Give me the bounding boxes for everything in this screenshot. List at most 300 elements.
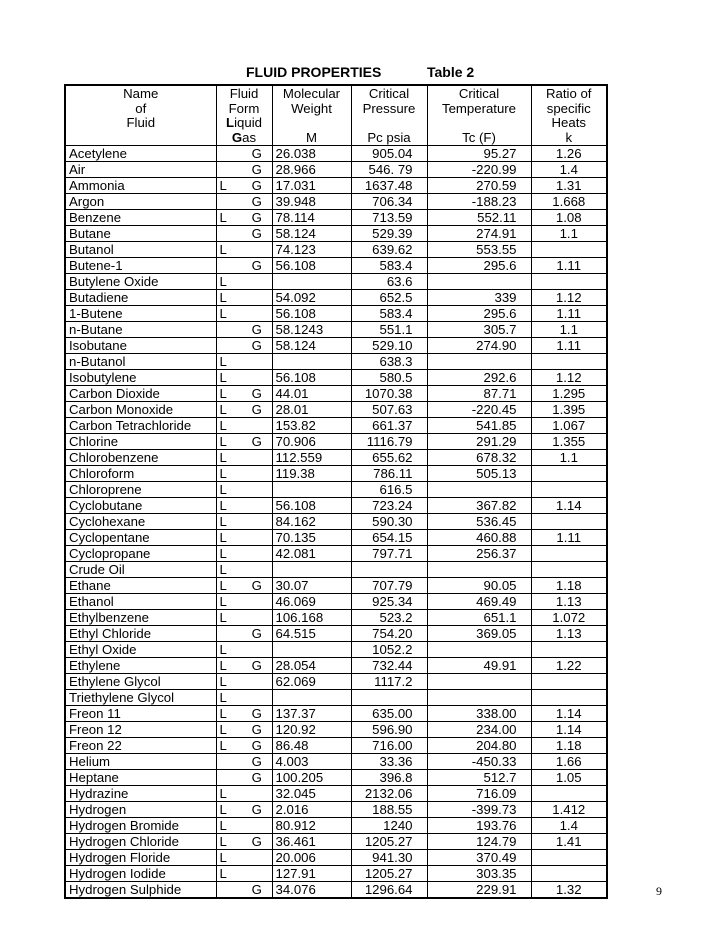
table-row — [65, 834, 607, 850]
cell-critical-temperature — [427, 274, 531, 290]
cell-specific-heat-ratio — [531, 514, 607, 530]
cell-specific-heat-ratio: 1.32 — [531, 882, 607, 899]
cell-critical-temperature: 87.71 — [427, 386, 531, 402]
cell-molecular-weight: 112.559 — [272, 450, 351, 466]
cell-critical-pressure: 523.2 — [351, 610, 427, 626]
cell-liquid — [216, 162, 242, 178]
cell-specific-heat-ratio — [531, 674, 607, 690]
cell-critical-temperature — [427, 674, 531, 690]
cell-critical-pressure: 797.71 — [351, 546, 427, 562]
cell-gas: G — [242, 578, 272, 594]
cell-liquid: L — [216, 578, 242, 594]
table-row — [65, 370, 607, 386]
table-row — [65, 786, 607, 802]
cell-specific-heat-ratio: 1.395 — [531, 402, 607, 418]
cell-molecular-weight: 86.48 — [272, 738, 351, 754]
table-row — [65, 610, 607, 626]
cell-molecular-weight: 78.114 — [272, 210, 351, 226]
table-row — [65, 306, 607, 322]
cell-critical-pressure: 655.62 — [351, 450, 427, 466]
cell-gas — [242, 450, 272, 466]
table-row — [65, 146, 607, 162]
cell-critical-temperature: 204.80 — [427, 738, 531, 754]
cell-molecular-weight — [272, 562, 351, 578]
cell-gas — [242, 850, 272, 866]
table-row — [65, 418, 607, 434]
cell-critical-temperature: 460.88 — [427, 530, 531, 546]
cell-name: Acetylene — [65, 146, 216, 162]
cell-liquid: L — [216, 786, 242, 802]
table-row — [65, 754, 607, 770]
table-row — [65, 194, 607, 210]
cell-name: Butanol — [65, 242, 216, 258]
cell-specific-heat-ratio — [531, 850, 607, 866]
cell-name: Hydrogen Chloride — [65, 834, 216, 850]
cell-molecular-weight: 56.108 — [272, 370, 351, 386]
cell-critical-temperature: -220.45 — [427, 402, 531, 418]
table-row — [65, 178, 607, 194]
cell-liquid: L — [216, 610, 242, 626]
cell-gas: G — [242, 226, 272, 242]
cell-liquid: L — [216, 466, 242, 482]
cell-molecular-weight: 84.162 — [272, 514, 351, 530]
cell-critical-temperature: 295.6 — [427, 258, 531, 274]
cell-name: Butylene Oxide — [65, 274, 216, 290]
cell-gas: G — [242, 258, 272, 274]
cell-name: Chloroform — [65, 466, 216, 482]
cell-critical-temperature: 536.45 — [427, 514, 531, 530]
cell-gas: G — [242, 146, 272, 162]
cell-critical-pressure: 590.30 — [351, 514, 427, 530]
table-row — [65, 274, 607, 290]
table-row — [65, 290, 607, 306]
table-row — [65, 658, 607, 674]
cell-liquid — [216, 626, 242, 642]
cell-specific-heat-ratio: 1.14 — [531, 498, 607, 514]
cell-specific-heat-ratio: 1.41 — [531, 834, 607, 850]
cell-gas: G — [242, 770, 272, 786]
cell-critical-temperature: 370.49 — [427, 850, 531, 866]
cell-critical-temperature: 505.13 — [427, 466, 531, 482]
cell-critical-pressure: 63.6 — [351, 274, 427, 290]
cell-specific-heat-ratio: 1.05 — [531, 770, 607, 786]
cell-name: Cyclohexane — [65, 514, 216, 530]
cell-gas: G — [242, 722, 272, 738]
cell-critical-pressure: 551.1 — [351, 322, 427, 338]
cell-specific-heat-ratio: 1.31 — [531, 178, 607, 194]
cell-specific-heat-ratio: 1.11 — [531, 530, 607, 546]
cell-gas — [242, 370, 272, 386]
cell-molecular-weight: 56.108 — [272, 498, 351, 514]
cell-specific-heat-ratio: 1.412 — [531, 802, 607, 818]
table-row — [65, 402, 607, 418]
cell-molecular-weight: 36.461 — [272, 834, 351, 850]
cell-name: Helium — [65, 754, 216, 770]
cell-gas — [242, 466, 272, 482]
cell-molecular-weight: 28.01 — [272, 402, 351, 418]
cell-critical-temperature: 678.32 — [427, 450, 531, 466]
cell-name: Benzene — [65, 210, 216, 226]
cell-critical-pressure: 1117.2 — [351, 674, 427, 690]
cell-specific-heat-ratio: 1.067 — [531, 418, 607, 434]
cell-critical-temperature: 367.82 — [427, 498, 531, 514]
cell-gas — [242, 242, 272, 258]
cell-molecular-weight: 34.076 — [272, 882, 351, 899]
cell-liquid: L — [216, 482, 242, 498]
cell-gas: G — [242, 802, 272, 818]
cell-liquid: L — [216, 418, 242, 434]
cell-specific-heat-ratio: 1.18 — [531, 578, 607, 594]
cell-liquid — [216, 194, 242, 210]
cell-molecular-weight: 28.054 — [272, 658, 351, 674]
cell-gas: G — [242, 738, 272, 754]
cell-specific-heat-ratio — [531, 274, 607, 290]
cell-gas: G — [242, 626, 272, 642]
table-row — [65, 258, 607, 274]
cell-molecular-weight: 44.01 — [272, 386, 351, 402]
cell-name: Freon 22 — [65, 738, 216, 754]
table-row — [65, 770, 607, 786]
cell-critical-pressure: 1205.27 — [351, 866, 427, 882]
cell-molecular-weight: 127.91 — [272, 866, 351, 882]
cell-critical-pressure: 1240 — [351, 818, 427, 834]
cell-specific-heat-ratio: 1.11 — [531, 306, 607, 322]
cell-name: Cyclobutane — [65, 498, 216, 514]
cell-name: Carbon Dioxide — [65, 386, 216, 402]
cell-name: Carbon Monoxide — [65, 402, 216, 418]
cell-molecular-weight — [272, 354, 351, 370]
cell-specific-heat-ratio: 1.072 — [531, 610, 607, 626]
cell-critical-temperature — [427, 354, 531, 370]
cell-name: Butene-1 — [65, 258, 216, 274]
cell-molecular-weight: 106.168 — [272, 610, 351, 626]
cell-specific-heat-ratio: 1.4 — [531, 818, 607, 834]
cell-critical-temperature: 291.29 — [427, 434, 531, 450]
cell-gas: G — [242, 194, 272, 210]
cell-molecular-weight: 58.124 — [272, 226, 351, 242]
cell-gas: G — [242, 162, 272, 178]
header-critical-pressure: Critical Pressure Pc psia — [351, 85, 427, 146]
cell-molecular-weight: 30.07 — [272, 578, 351, 594]
cell-liquid: L — [216, 514, 242, 530]
table-row — [65, 562, 607, 578]
cell-name: Triethylene Glycol — [65, 690, 216, 706]
cell-critical-pressure: 925.34 — [351, 594, 427, 610]
cell-specific-heat-ratio: 1.13 — [531, 626, 607, 642]
cell-name: Carbon Tetrachloride — [65, 418, 216, 434]
header-form: Fluid Form Liquid Gas — [216, 85, 272, 146]
cell-critical-pressure: 2132.06 — [351, 786, 427, 802]
cell-critical-temperature: 716.09 — [427, 786, 531, 802]
cell-molecular-weight: 2.016 — [272, 802, 351, 818]
cell-name: 1-Butene — [65, 306, 216, 322]
cell-critical-pressure: 1637.48 — [351, 178, 427, 194]
cell-name: Hydrogen Sulphide — [65, 882, 216, 899]
cell-critical-pressure: 580.5 — [351, 370, 427, 386]
cell-name: Ethyl Oxide — [65, 642, 216, 658]
cell-critical-temperature: -450.33 — [427, 754, 531, 770]
cell-liquid — [216, 258, 242, 274]
cell-liquid: L — [216, 274, 242, 290]
cell-gas — [242, 674, 272, 690]
cell-gas — [242, 498, 272, 514]
cell-critical-pressure: 33.36 — [351, 754, 427, 770]
cell-molecular-weight: 42.081 — [272, 546, 351, 562]
cell-critical-pressure: 596.90 — [351, 722, 427, 738]
cell-critical-pressure: 1070.38 — [351, 386, 427, 402]
cell-liquid: L — [216, 562, 242, 578]
cell-specific-heat-ratio: 1.22 — [531, 658, 607, 674]
table-row — [65, 546, 607, 562]
table-row — [65, 530, 607, 546]
cell-name: Butane — [65, 226, 216, 242]
cell-gas — [242, 594, 272, 610]
cell-name: Hydrazine — [65, 786, 216, 802]
cell-molecular-weight: 20.006 — [272, 850, 351, 866]
cell-molecular-weight: 70.135 — [272, 530, 351, 546]
table-row — [65, 882, 607, 899]
cell-critical-temperature: 270.59 — [427, 178, 531, 194]
cell-critical-pressure: 635.00 — [351, 706, 427, 722]
cell-liquid: L — [216, 642, 242, 658]
cell-liquid: L — [216, 178, 242, 194]
cell-name: Freon 11 — [65, 706, 216, 722]
table-row — [65, 242, 607, 258]
table-row — [65, 466, 607, 482]
cell-critical-temperature: 234.00 — [427, 722, 531, 738]
cell-liquid: L — [216, 242, 242, 258]
cell-molecular-weight: 70.906 — [272, 434, 351, 450]
cell-critical-pressure: 652.5 — [351, 290, 427, 306]
table-row — [65, 674, 607, 690]
cell-critical-temperature: 95.27 — [427, 146, 531, 162]
cell-critical-pressure: 713.59 — [351, 210, 427, 226]
cell-specific-heat-ratio: 1.1 — [531, 226, 607, 242]
cell-name: n-Butanol — [65, 354, 216, 370]
cell-liquid: L — [216, 402, 242, 418]
cell-gas — [242, 354, 272, 370]
cell-gas — [242, 482, 272, 498]
table-row — [65, 626, 607, 642]
cell-critical-pressure: 546. 79 — [351, 162, 427, 178]
cell-critical-temperature: 274.90 — [427, 338, 531, 354]
cell-gas — [242, 514, 272, 530]
cell-critical-temperature: 193.76 — [427, 818, 531, 834]
header-molecular-weight: Molecular Weight M — [272, 85, 351, 146]
cell-molecular-weight: 56.108 — [272, 306, 351, 322]
table-row — [65, 802, 607, 818]
cell-critical-pressure: 754.20 — [351, 626, 427, 642]
header-ratio-specific-heats: Ratio of specific Heats k — [531, 85, 607, 146]
cell-name: Cyclopropane — [65, 546, 216, 562]
cell-molecular-weight: 80.912 — [272, 818, 351, 834]
cell-critical-temperature: 295.6 — [427, 306, 531, 322]
cell-name: Ethanol — [65, 594, 216, 610]
cell-specific-heat-ratio — [531, 866, 607, 882]
cell-molecular-weight: 64.515 — [272, 626, 351, 642]
table-row — [65, 434, 607, 450]
page-number: 9 — [656, 884, 662, 898]
cell-critical-temperature: 303.35 — [427, 866, 531, 882]
cell-specific-heat-ratio: 1.12 — [531, 370, 607, 386]
cell-liquid: L — [216, 722, 242, 738]
cell-name: Isobutylene — [65, 370, 216, 386]
cell-critical-pressure: 716.00 — [351, 738, 427, 754]
cell-specific-heat-ratio — [531, 642, 607, 658]
table-number: Table 2 — [427, 64, 475, 80]
cell-gas: G — [242, 178, 272, 194]
cell-critical-temperature: 469.49 — [427, 594, 531, 610]
cell-critical-pressure: 396.8 — [351, 770, 427, 786]
cell-critical-temperature: 292.6 — [427, 370, 531, 386]
cell-gas — [242, 290, 272, 306]
table-row — [65, 722, 607, 738]
table-row — [65, 514, 607, 530]
cell-liquid: L — [216, 354, 242, 370]
cell-critical-temperature: 229.91 — [427, 882, 531, 899]
cell-specific-heat-ratio: 1.26 — [531, 146, 607, 162]
cell-liquid: L — [216, 210, 242, 226]
cell-liquid: L — [216, 530, 242, 546]
cell-critical-pressure: 583.4 — [351, 258, 427, 274]
cell-liquid: L — [216, 546, 242, 562]
cell-critical-temperature: 552.11 — [427, 210, 531, 226]
cell-specific-heat-ratio: 1.13 — [531, 594, 607, 610]
cell-liquid: L — [216, 738, 242, 754]
cell-gas: G — [242, 322, 272, 338]
cell-critical-temperature — [427, 642, 531, 658]
cell-gas: G — [242, 386, 272, 402]
cell-name: Air — [65, 162, 216, 178]
cell-specific-heat-ratio: 1.14 — [531, 706, 607, 722]
cell-name: Ethylene — [65, 658, 216, 674]
cell-specific-heat-ratio: 1.11 — [531, 258, 607, 274]
cell-critical-temperature: 90.05 — [427, 578, 531, 594]
cell-critical-temperature — [427, 482, 531, 498]
cell-liquid: L — [216, 290, 242, 306]
cell-molecular-weight — [272, 274, 351, 290]
cell-molecular-weight: 32.045 — [272, 786, 351, 802]
cell-gas — [242, 562, 272, 578]
cell-molecular-weight: 26.038 — [272, 146, 351, 162]
cell-name: n-Butane — [65, 322, 216, 338]
cell-liquid — [216, 322, 242, 338]
table-row — [65, 226, 607, 242]
cell-molecular-weight — [272, 482, 351, 498]
cell-molecular-weight: 17.031 — [272, 178, 351, 194]
cell-molecular-weight: 58.124 — [272, 338, 351, 354]
cell-liquid — [216, 226, 242, 242]
cell-liquid: L — [216, 674, 242, 690]
table-row — [65, 338, 607, 354]
cell-critical-temperature: 553.55 — [427, 242, 531, 258]
cell-critical-pressure: 706.34 — [351, 194, 427, 210]
cell-gas — [242, 610, 272, 626]
cell-gas: G — [242, 834, 272, 850]
cell-critical-pressure: 507.63 — [351, 402, 427, 418]
cell-gas: G — [242, 706, 272, 722]
cell-name: Isobutane — [65, 338, 216, 354]
table-row — [65, 354, 607, 370]
cell-molecular-weight — [272, 690, 351, 706]
cell-critical-temperature: -220.99 — [427, 162, 531, 178]
cell-gas: G — [242, 402, 272, 418]
cell-liquid — [216, 770, 242, 786]
table-body — [65, 146, 607, 899]
cell-gas — [242, 274, 272, 290]
cell-gas — [242, 866, 272, 882]
cell-specific-heat-ratio — [531, 690, 607, 706]
cell-gas — [242, 306, 272, 322]
cell-critical-pressure: 1052.2 — [351, 642, 427, 658]
cell-liquid: L — [216, 594, 242, 610]
cell-name: Ethane — [65, 578, 216, 594]
table-row — [65, 850, 607, 866]
cell-critical-temperature: 339 — [427, 290, 531, 306]
cell-critical-pressure: 661.37 — [351, 418, 427, 434]
cell-specific-heat-ratio — [531, 242, 607, 258]
header-critical-temperature: Critical Temperature Tc (F) — [427, 85, 531, 146]
cell-critical-pressure: 1116.79 — [351, 434, 427, 450]
title-block — [0, 64, 728, 84]
fluid-properties-table — [64, 84, 608, 899]
cell-name: Cyclopentane — [65, 530, 216, 546]
cell-critical-temperature: 651.1 — [427, 610, 531, 626]
cell-critical-pressure: 1205.27 — [351, 834, 427, 850]
table-row — [65, 322, 607, 338]
cell-gas — [242, 546, 272, 562]
cell-critical-pressure: 583.4 — [351, 306, 427, 322]
table-row — [65, 818, 607, 834]
cell-specific-heat-ratio: 1.4 — [531, 162, 607, 178]
cell-molecular-weight: 62.069 — [272, 674, 351, 690]
header-row — [65, 85, 607, 146]
cell-critical-pressure: 616.5 — [351, 482, 427, 498]
cell-critical-temperature: 256.37 — [427, 546, 531, 562]
cell-liquid: L — [216, 866, 242, 882]
cell-name: Argon — [65, 194, 216, 210]
cell-liquid: L — [216, 850, 242, 866]
cell-molecular-weight: 56.108 — [272, 258, 351, 274]
cell-molecular-weight: 137.37 — [272, 706, 351, 722]
cell-name: Hydrogen Iodide — [65, 866, 216, 882]
cell-name: Chloroprene — [65, 482, 216, 498]
cell-critical-pressure: 654.15 — [351, 530, 427, 546]
cell-critical-pressure: 188.55 — [351, 802, 427, 818]
cell-critical-temperature: -399.73 — [427, 802, 531, 818]
cell-liquid: L — [216, 834, 242, 850]
cell-critical-pressure — [351, 562, 427, 578]
cell-molecular-weight — [272, 642, 351, 658]
cell-gas — [242, 530, 272, 546]
cell-name: Crude Oil — [65, 562, 216, 578]
cell-liquid — [216, 146, 242, 162]
cell-critical-pressure: 723.24 — [351, 498, 427, 514]
table-row — [65, 642, 607, 658]
cell-critical-pressure: 529.10 — [351, 338, 427, 354]
cell-liquid: L — [216, 818, 242, 834]
cell-specific-heat-ratio: 1.12 — [531, 290, 607, 306]
cell-gas: G — [242, 754, 272, 770]
header-form-liquid: Liquid — [226, 115, 262, 130]
cell-gas — [242, 418, 272, 434]
cell-gas — [242, 818, 272, 834]
cell-specific-heat-ratio — [531, 786, 607, 802]
cell-name: Chlorine — [65, 434, 216, 450]
cell-liquid: L — [216, 658, 242, 674]
table-row — [65, 210, 607, 226]
cell-liquid: L — [216, 450, 242, 466]
